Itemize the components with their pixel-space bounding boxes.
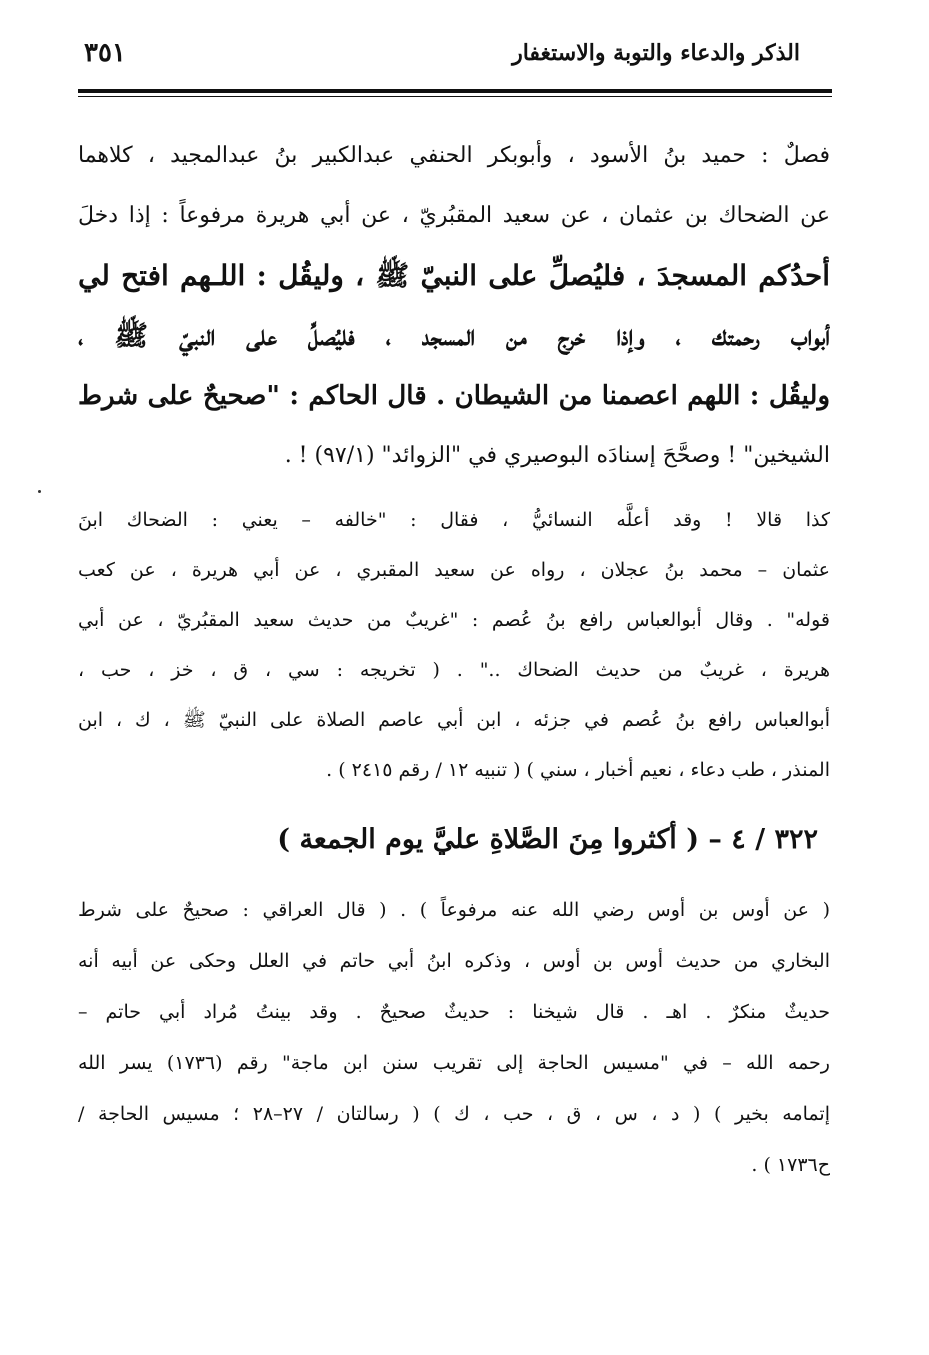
scan-speck	[38, 490, 41, 493]
text-line: عن الضحاك بن عثمان ، عن سعيد المقبُريّ ، عن أبي هريرة مرفوعاً : إذا دخلَ	[78, 203, 830, 228]
text-line: حديثٌ منكرٌ . اهـ . قال شيخنا : حديثٌ صحيحٌ . وقد بينتُ مُراد أبي حاتم –	[78, 1001, 830, 1023]
text-line: أبواب رحمتك ، وإذا خرج من المسجد ، فليُصلِّ على النبيّ ﷺ ،	[78, 319, 830, 352]
text-line: ( عن أوس بن أوس رضي الله عنه مرفوعاً ) . ( قال العراقي : صحيحٌ على شرط	[78, 899, 830, 921]
text-line: رحمه الله – في "مسيس الحاجة إلى تقريب سنن ابن ماجة" رقم (١٧٣٦) يسر الله	[78, 1052, 830, 1074]
text-line: أحدُكم المسجدَ ، فليُصلِّ على النبيّ ﷺ ، وليقُل : اللـهم افتح لي	[78, 259, 830, 292]
paragraph-commentary	[78, 495, 830, 795]
page-number: ٣٥١	[84, 38, 126, 68]
text-line: وليقُل : اللهم اعصمنا من الشيطان . قال الحاكم : "صحيحٌ على شرط	[78, 381, 830, 411]
text-line: إتمامه بخير ) ( د ، س ، ق ، حب ، ك ) ( رسالتان / ٢٧–٢٨ ؛ مسيس الحاجة /	[78, 1103, 830, 1125]
text-line: قوله" . وقال أبوالعباس رافع بنُ عُصم : "غريبٌ من حديث سعيد المقبُريّ ، عن أبي	[78, 609, 830, 631]
text-line: فصلٌ : حميد بنُ الأسود ، وأبوبكر الحنفي عبدالكبير بنُ عبدالمجيد ، كلاهما	[78, 143, 830, 168]
text-line: كذا قالا ! وقد أعلَّه النسائيُّ ، فقال : "خالفه – يعني : الضحاك ابنَ	[78, 509, 830, 531]
section-heading: ٣٢٢ / ٤ – ( أكثروا مِنَ الصَّلاةِ عليَّ يوم الجمعة )	[277, 824, 818, 855]
text-line: البخاري من حديث أوس بن أوس ، وذكره ابنُ أبي حاتم في العلل وحكى عن أبيه أنه	[78, 950, 830, 972]
paragraph-hadith-mosque	[78, 126, 830, 486]
page-header	[78, 30, 830, 86]
running-title: الذكر والدعاء والتوبة والاستغفار	[512, 40, 800, 66]
text-line: ح١٧٣٦ ) .	[751, 1154, 830, 1176]
text-line: الشيخين" ! وصحَّحَ إسنادَه البوصيري في "الزوائد" (٩٧/١) ! .	[284, 443, 830, 468]
paragraph-hadith-friday	[78, 885, 830, 1191]
header-rule-thin	[78, 96, 832, 97]
header-rule-thick	[78, 89, 832, 93]
text-line: عثمان – محمد بنُ عجلان ، رواه عن سعيد المقبري ، عن أبي هريرة ، عن كعب	[78, 559, 830, 581]
text-line: المنذر ، طب دعاء ، نعيم أخبار ، سني ) ( تنبيه ١٢ / رقم ٢٤١٥ ) .	[326, 759, 830, 781]
text-line: أبوالعباس رافع بنُ عُصم في جزئه ، ابن أبي عاصم الصلاة على النبيّ ﷺ ، ك ، ابن	[78, 709, 830, 731]
text-line: هريرة ، غريبٌ من حديث الضحاك .." . ( تخريجه : سي ، ق ، خز ، حب ،	[78, 659, 830, 681]
